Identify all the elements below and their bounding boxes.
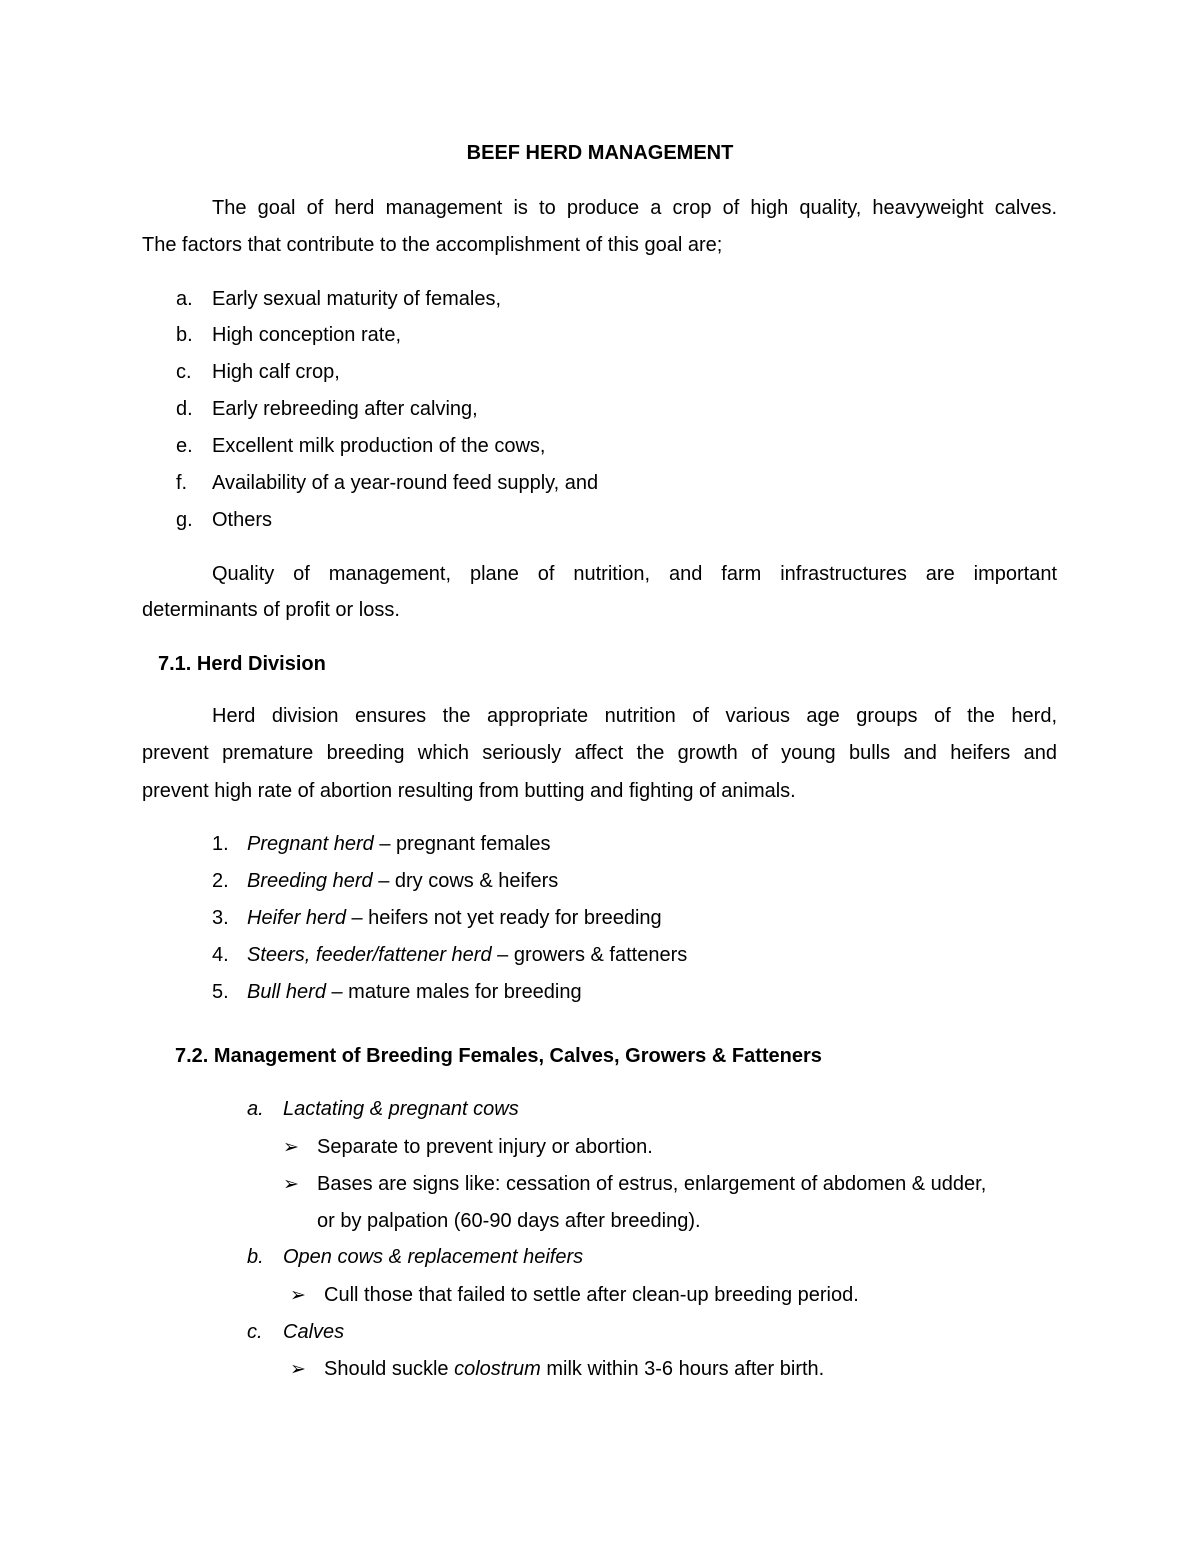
herd-division-line-1: Herd division ensures the appropriate nutrition of various age groups of the herd, <box>212 705 1057 727</box>
arrow-bullet-icon: ➢ <box>290 1285 306 1306</box>
bullet-text-continued: or by palpation (60-90 days after breeding). <box>317 1210 701 1232</box>
bullet-text-post: milk within 3-6 hours after birth. <box>540 1358 825 1380</box>
herd-division-line-3: prevent high rate of abortion resulting from butting and fighting of animals. <box>142 780 796 802</box>
list-item: Others <box>212 509 273 531</box>
herd-desc: – dry cows & heifers <box>372 870 559 892</box>
sublist-label: Open cows & replacement heifers <box>283 1246 584 1268</box>
bullet-text-pre: Should suckle <box>324 1358 455 1380</box>
arrow-bullet-icon: ➢ <box>283 1174 299 1195</box>
herd-desc: – mature males for breeding <box>325 981 582 1003</box>
list-item-marker: f. <box>176 472 188 494</box>
herd-desc: – growers & fatteners <box>491 944 688 966</box>
arrow-bullet-icon: ➢ <box>290 1359 306 1380</box>
sublist-marker: a. <box>247 1098 264 1120</box>
herd-term: Steers, feeder/fattener herd <box>247 944 492 966</box>
list-item-marker: g. <box>176 509 193 531</box>
sublist-label: Lactating & pregnant cows <box>283 1098 519 1120</box>
quality-line-1: Quality of management, plane of nutrition, and farm infrastructures are important <box>212 563 1057 585</box>
list-item <box>247 833 551 856</box>
intro-line-1: The goal of herd management is to produce a crop of high quality, heavyweight calves. <box>212 197 1057 219</box>
list-item-marker: b. <box>176 324 193 346</box>
herd-term: Pregnant herd <box>247 833 374 855</box>
list-item: Early sexual maturity of females, <box>212 288 501 310</box>
list-item: High calf crop, <box>212 361 340 383</box>
bullet-text: Separate to prevent injury or abortion. <box>317 1136 653 1158</box>
herd-term: Bull herd <box>247 981 326 1003</box>
list-item-marker: 4. <box>212 944 229 966</box>
section-heading-management: 7.2. Management of Breeding Females, Calves, Growers & Fatteners <box>175 1045 822 1067</box>
list-item-marker: 5. <box>212 981 229 1003</box>
bullet-text: Cull those that failed to settle after clean-up breeding period. <box>324 1284 859 1306</box>
bullet-text <box>324 1358 824 1381</box>
list-item <box>247 944 687 967</box>
herd-desc: – heifers not yet ready for breeding <box>345 907 662 929</box>
list-item: Early rebreeding after calving, <box>212 398 478 420</box>
sublist-marker: c. <box>247 1321 263 1343</box>
list-item-marker: e. <box>176 435 193 457</box>
list-item <box>247 907 662 930</box>
bullet-term: colostrum <box>454 1358 541 1380</box>
intro-line-2: The factors that contribute to the accomplishment of this goal are; <box>142 234 723 256</box>
sublist-label: Calves <box>283 1321 345 1343</box>
herd-term: Breeding herd <box>247 870 373 892</box>
list-item-marker: 3. <box>212 907 229 929</box>
document-title: BEEF HERD MANAGEMENT <box>466 142 734 164</box>
herd-division-line-2: prevent premature breeding which seriously affect the growth of young bulls and heifers and <box>142 742 1057 764</box>
list-item-marker: 1. <box>212 833 229 855</box>
sublist-marker: b. <box>247 1246 264 1268</box>
list-item-marker: c. <box>176 361 192 383</box>
list-item <box>247 870 558 893</box>
list-item: Availability of a year-round feed supply, and <box>212 472 599 494</box>
list-item-marker: d. <box>176 398 193 420</box>
bullet-text: Bases are signs like: cessation of estrus, enlargement of abdomen & udder, <box>317 1173 987 1195</box>
list-item: Excellent milk production of the cows, <box>212 435 546 457</box>
arrow-bullet-icon: ➢ <box>283 1137 299 1158</box>
list-item-marker: 2. <box>212 870 229 892</box>
list-item-marker: a. <box>176 288 193 310</box>
list-item: High conception rate, <box>212 324 402 346</box>
list-item <box>247 981 582 1004</box>
herd-desc: – pregnant females <box>373 833 551 855</box>
section-heading-herd-division: 7.1. Herd Division <box>158 653 326 675</box>
herd-term: Heifer herd <box>247 907 346 929</box>
quality-line-2: determinants of profit or loss. <box>142 599 400 621</box>
